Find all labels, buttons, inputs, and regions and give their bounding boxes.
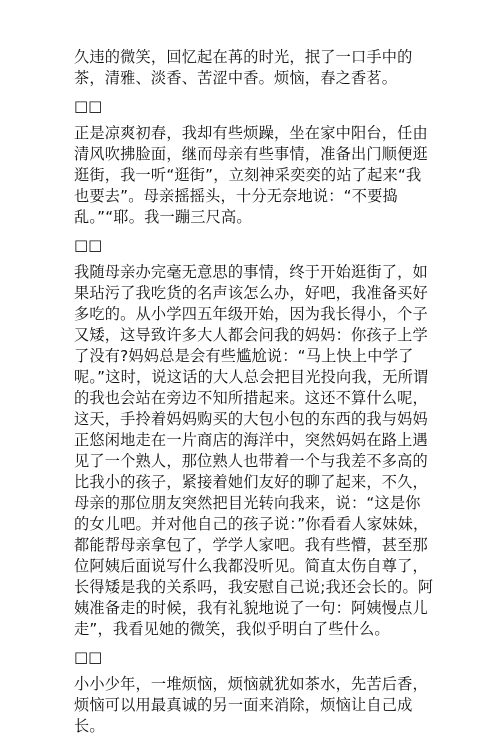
separator-1: □□ <box>74 97 103 115</box>
paragraph-1: 久违的微笑，回忆起在苒的时光，抿了一口手中的茶，清雅、淡香、苦涩中香。烦恼，春之香茗。 <box>74 48 413 87</box>
paragraph-4: 小小少年，一堆烦恼，烦恼就犹如茶水，先苦后香，烦恼可以用最真诚的另一面来消除，烦恼让自己成长。 <box>74 675 428 735</box>
document-body <box>74 47 434 744</box>
paragraph-3: 我随母亲办完毫无意思的事情，终于开始逛街了，如果玷污了我吃货的名声该怎么办，好吧，我准备买好多吃的。从小学四五年级开始，因为我长得小，个子又矮，这导致许多大人都会问我的妈妈：你孩子上学了没有?妈妈总是会有些尴尬说：“马上快上中学了呢。”这时，说这话的大人总会把目光投向我，无所谓的我也会站在旁边不知所措起来。这还不算什么呢，这天，手拎着妈妈购买的大包小包的东西的我与妈妈正悠闲地走在一片商店的海洋中，突然妈妈在路上遇见了一个熟人，那位熟人也带着一个与我差不多高的比我小的孩子，紧接着她们友好的聊了起来，不久，母亲的那位朋友突然把目光转向我来，说：“这是你的女儿吧。并对他自己的孩子说：”你看看人家妹妹，都能帮母亲拿包了，学学人家吧。我有些懵，甚至那位阿姨后面说写什么我都没听见。简直太伤自尊了，长得矮是我的关系吗，我安慰自己说;我还会长的。阿姨准备走的时候，我有礼貌地说了一句：阿姨慢点儿走”，我看见她的微笑，我似乎明白了些什么。 <box>74 263 434 638</box>
separator-3: □□ <box>74 648 103 666</box>
separator-2: □□ <box>74 236 103 254</box>
paragraph-2: 正是凉爽初春，我却有些烦躁，坐在家中阳台，任由清风吹拂脸面，继而母亲有些事情，准备出门顺便逛逛街，我一听“逛街”，立刻神采奕奕的站了起来“我也要去”。母亲摇摇头，十分无奈地说：“不要捣乱。”“耶。我一蹦三尺高。 <box>74 124 428 226</box>
